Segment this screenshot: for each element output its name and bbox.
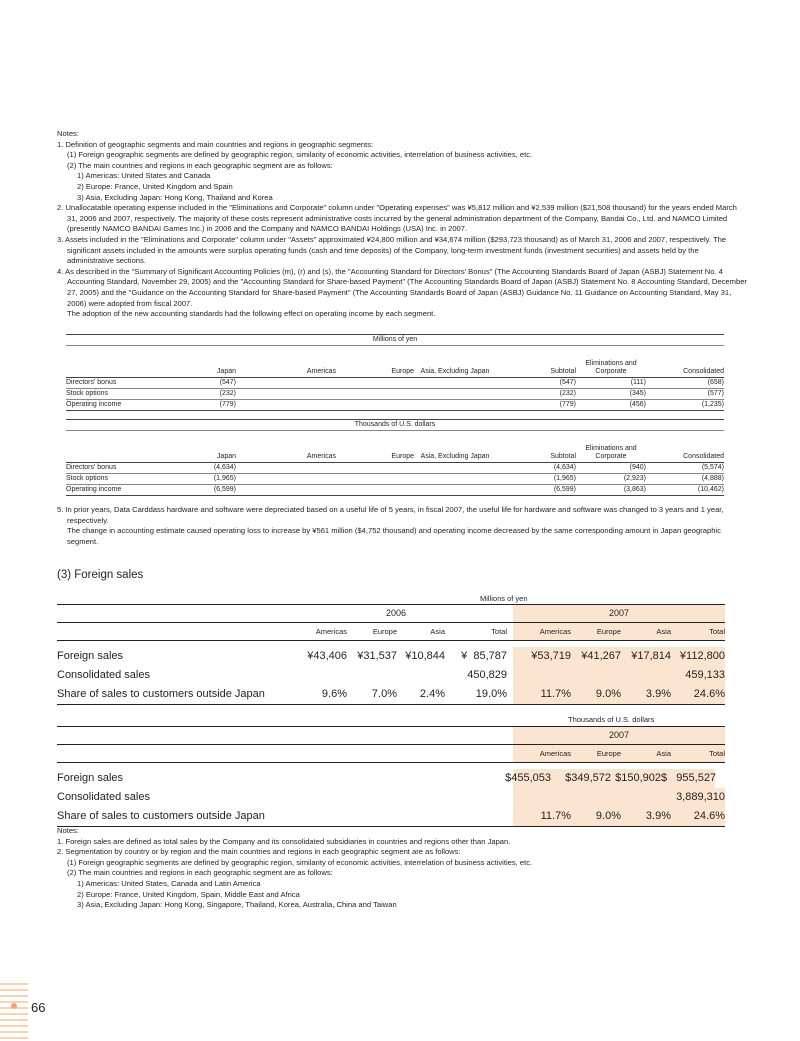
- table-row: Foreign sales $455,053 $349,572 $150,902 $ 955,527: [57, 769, 725, 788]
- usd-effect-table: [66, 419, 724, 496]
- col-elim: Eliminations and Corporate: [585, 445, 637, 460]
- table-row: Operating income (779) (779) (456) (1,235): [66, 400, 724, 411]
- note-2: 2. Unallocatable operating expense included in the "Eliminations and Corporate" column under "Operating expenses" was ¥5,812 million and ¥2,539 million ($21,508 thousand) for the years ended March 31, 2006 and 2007, respectively. The majority of these costs represent administrative costs incurred by the general administration department of the Company, Bandai Co., Ltd. and NAMCO Limited (presently NAMCO BANDAI Games Inc.) in 2006 and the Company and NAMCO BANDAI Holdings (USA) Inc. in 2007.: [57, 203, 737, 234]
- col-consolidated: Consolidated: [683, 453, 724, 460]
- yen-effect-table: [66, 334, 724, 411]
- fnote-2a: (1) Foreign geographic segments are defined by geographic region, similarity of economic activities, interrelation of business activities, etc.: [67, 857, 533, 867]
- col-japan: Japan: [216, 368, 236, 375]
- note-3: 3. Assets included in the "Eliminations and Corporate" column under "Assets" approximated ¥24,800 million and ¥34,674 million ($293,723 thousand) as of March 31, 2006 and 2007, respectively. The significant assets included in the amounts were surplus operating funds (cash and time deposits) of the Company, long-term investment funds (investment securities) and assets held by the administrative sections.: [57, 234, 727, 266]
- note-1b1: 1) Americas: United States and Canada: [77, 171, 211, 181]
- segment-notes: [57, 129, 747, 320]
- note-1a: (1) Foreign geographic segments are defined by geographic region, similarity of economic activities, interrelation of business activities, etc.: [67, 150, 533, 160]
- note-4: 4. As described in the "Summary of Significant Accounting Policies (m), (r) and (s), the "Accounting Standard for Directors' Bonus" (The Accounting Standards Board of Japan (ASBJ) Statement No. 4 Accounting Standard, November 29, 2005) and the "Accounting Standard for Share-based Payment" (The Accounting Standards Board of Japan (ASBJ) Statement No. 8 Accounting Standard, December 27, 2005) and the "Guidance on the Accounting Standard for Share-based Payment" (The Accounting Standards Board of Japan (ASBJ) Guidance No. 11 Guidance on Accounting Standard, May 31, 2006) were adopted from fiscal 2007.: [57, 266, 747, 308]
- table-row: Consolidated sales 3,889,310: [57, 788, 725, 807]
- table-row: Operating income (6,599) (6,599) (3,863) (10,462): [66, 485, 724, 496]
- notes-heading: Notes:: [57, 826, 79, 835]
- col-americas: Americas: [306, 368, 336, 375]
- note-5: [57, 505, 747, 547]
- col-asia: Asia, Excluding Japan: [420, 368, 490, 375]
- col-subtotal: Subtotal: [550, 368, 576, 375]
- note-4b: The adoption of the new accounting standards had the following effect on operating income by each segment.: [67, 309, 436, 319]
- col-asia: Asia, Excluding Japan: [420, 453, 490, 460]
- col-europe: Europe: [391, 368, 414, 375]
- col-americas: Americas: [306, 453, 336, 460]
- table-row: Directors' bonus (547) (547) (111) (658): [66, 378, 724, 389]
- table-header: [66, 346, 724, 378]
- usd-unit-label: Thousands of U.S. dollars: [66, 419, 724, 431]
- table-row: Stock options (232) (232) (345) (577): [66, 389, 724, 400]
- foreign-sales-notes: [57, 826, 747, 911]
- fnote-1: 1. Foreign sales are defined as total sales by the Company and its consolidated subsidiaries in countries and regions other than Japan.: [57, 836, 511, 846]
- note-1b: (2) The main countries and regions in each geographic segment are as follows:: [67, 160, 333, 170]
- page-number: 66: [31, 1000, 46, 1015]
- year-2007: 2007: [513, 605, 725, 622]
- year-2007: 2007: [513, 727, 725, 744]
- year-2006: 2006: [385, 608, 407, 618]
- fnote-2b2: 2) Europe: France, United Kingdom, Spain, Middle East and Africa: [77, 889, 300, 899]
- fnote-2b: (2) The main countries and regions in each geographic segment are as follows:: [67, 868, 333, 878]
- column-header: Americas Europe Asia Total Americas Europe Asia Total: [57, 623, 725, 641]
- notes-heading: Notes:: [57, 129, 79, 138]
- fnote-2b1: 1) Americas: United States, Canada and Latin America: [77, 878, 261, 888]
- table-row: Share of sales to customers outside Japan 11.7% 9.0% 3.9% 24.6%: [57, 807, 725, 827]
- fnote-2b3: 3) Asia, Excluding Japan: Hong Kong, Singapore, Thailand, Korea, Australia, China and Taiwan: [77, 900, 397, 910]
- table-row: Stock options (1,965) (1,965) (2,923) (4,888): [66, 474, 724, 485]
- col-elim: Eliminations and Corporate: [585, 360, 637, 375]
- page-corner-decoration: [0, 980, 28, 1041]
- year-header: [57, 726, 725, 745]
- fnote-2: 2. Segmentation by country or by region and the main countries and regions in each geographic segment are as follows:: [57, 847, 461, 857]
- col-europe: Europe: [391, 453, 414, 460]
- table-row: Consolidated sales 450,829 459,133: [57, 666, 725, 685]
- table-row: Directors' bonus (4,634) (4,634) (940) (5,574): [66, 463, 724, 474]
- note-5-p1: 5. In prior years, Data Carddass hardware and software were depreciated based on a useful life of 5 years, in fiscal 2007, the useful life for hardware and software was changed to 3 years and 1 year, respectively.: [57, 505, 724, 525]
- year-header: [57, 604, 725, 623]
- note-1b2: 2) Europe: France, United Kingdom and Spain: [77, 181, 233, 191]
- col-japan: Japan: [216, 453, 236, 460]
- yen-unit-label: Millions of yen: [66, 334, 724, 346]
- note-5-p2: The change in accounting estimate caused operating loss to increase by ¥561 million ($4,752 thousand) and operating income decreased by the same corresponding amount in Japan geographic segment.: [67, 526, 721, 546]
- foreign-sales-usd-table: [57, 726, 725, 827]
- table-row: Foreign sales ¥43,406 ¥31,537 ¥10,844 ¥ 85,787 ¥53,719 ¥41,267 ¥17,814 ¥112,800: [57, 647, 725, 666]
- note-1b3: 3) Asia, Excluding Japan: Hong Kong, Thailand and Korea: [77, 192, 273, 202]
- usd-unit-label: Thousands of U.S. dollars: [568, 715, 655, 724]
- yen-unit-label: Millions of yen: [480, 594, 528, 603]
- table-header: [66, 431, 724, 463]
- column-header: Americas Europe Asia Total: [57, 745, 725, 763]
- note-1: 1. Definition of geographic segments and main countries and regions in geographic segments:: [57, 139, 374, 149]
- foreign-sales-yen-table: [57, 604, 725, 705]
- section-title: (3) Foreign sales: [57, 569, 144, 581]
- table-row: Share of sales to customers outside Japan 9.6% 7.0% 2.4% 19.0% 11.7% 9.0% 3.9% 24.6%: [57, 685, 725, 705]
- col-consolidated: Consolidated: [683, 368, 724, 375]
- col-subtotal: Subtotal: [550, 453, 576, 460]
